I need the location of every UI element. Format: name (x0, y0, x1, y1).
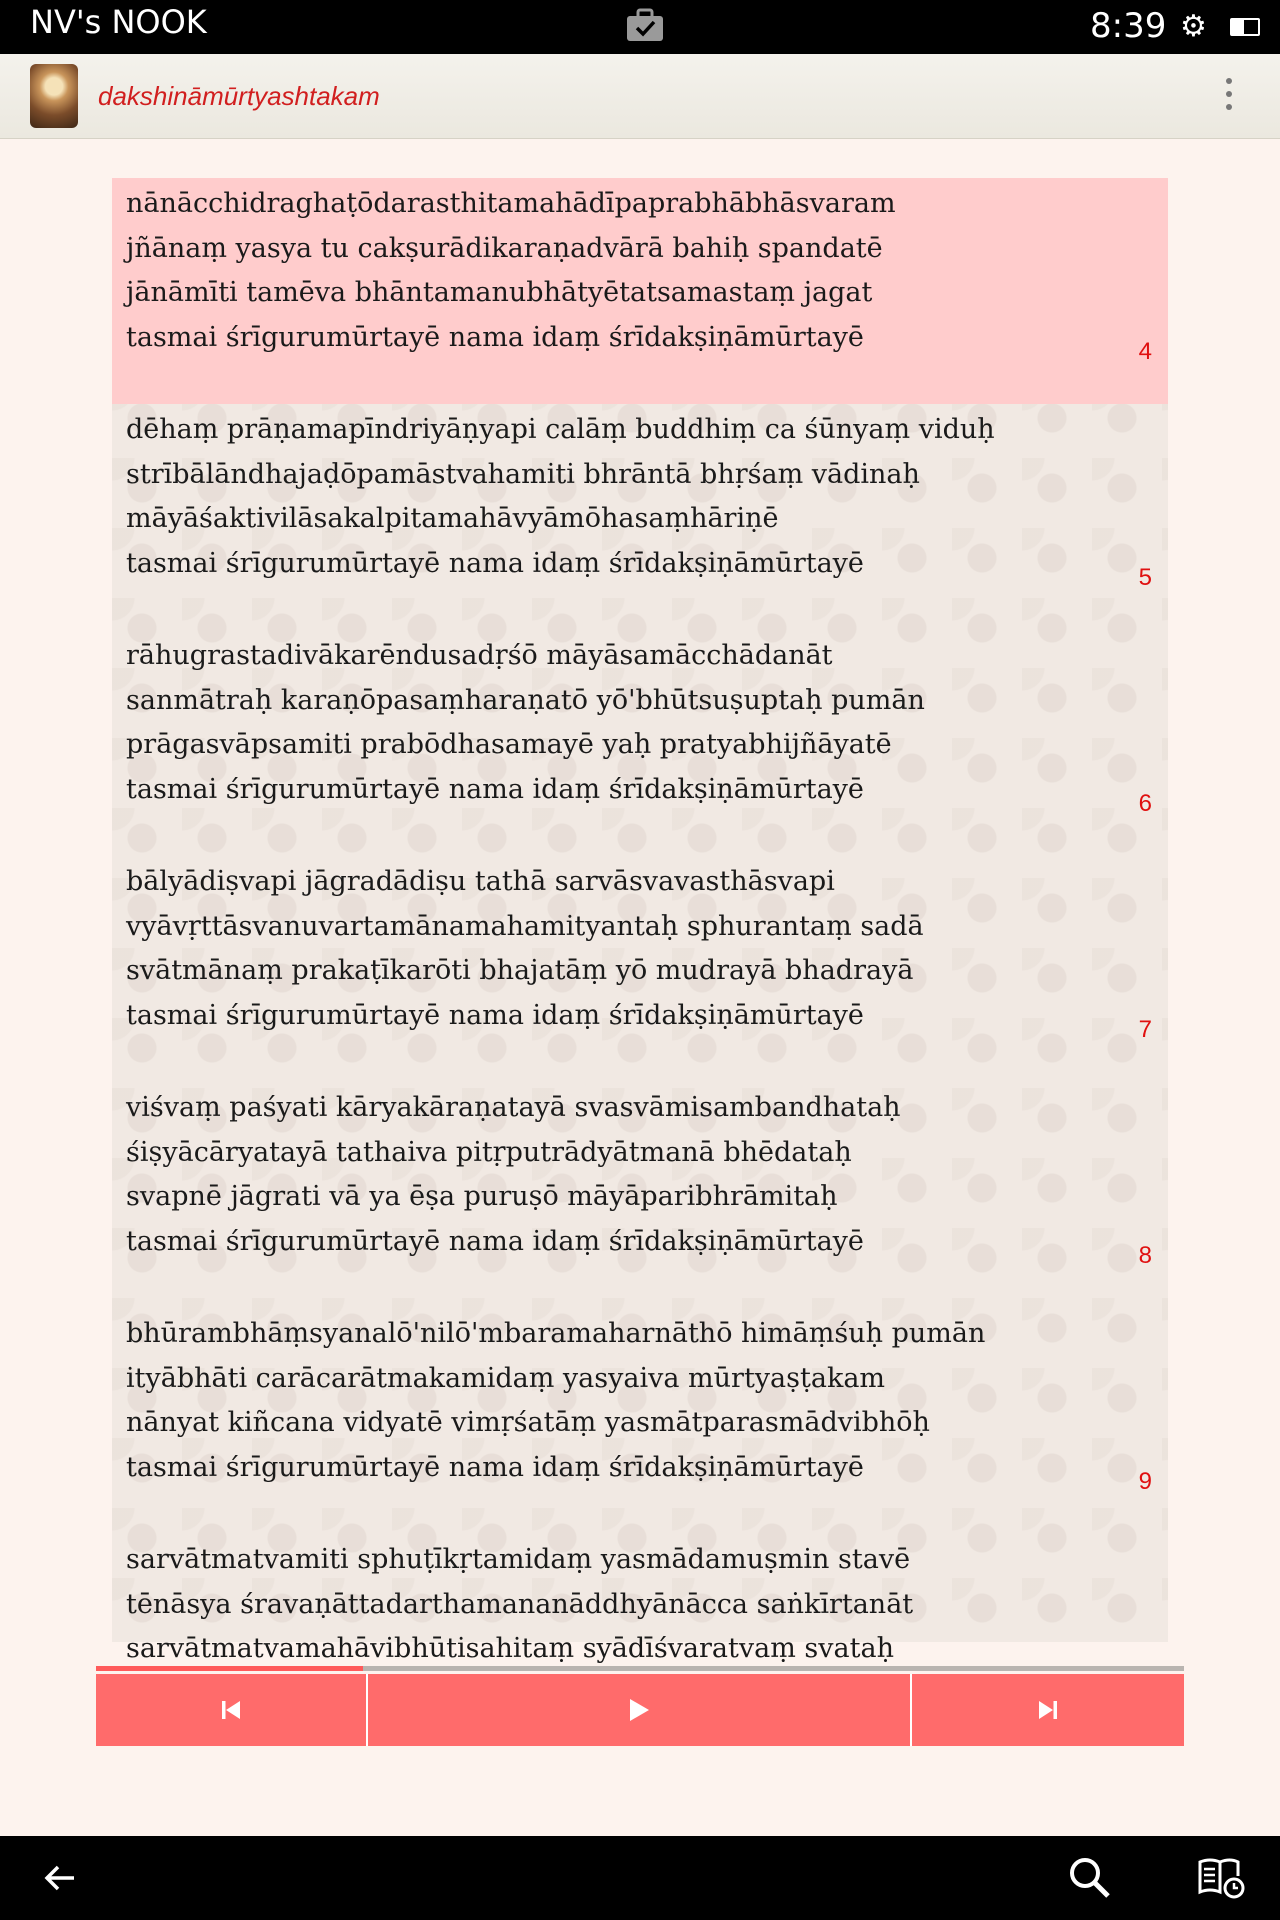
clock: 8:39 (1090, 6, 1167, 46)
battery-icon (1230, 18, 1260, 36)
verse-line: tasmai śrīgurumūrtayē nama idaṃ śrīdakṣiṇāmūrtayē (126, 1451, 864, 1483)
verse-block[interactable] (112, 178, 1168, 404)
verse-line: sanmātraḥ karaṇōpasaṃharaṇatō yō'bhūtsuṣuptaḥ pumān (126, 684, 925, 716)
verse-line: tasmai śrīgurumūrtayē nama idaṃ śrīdakṣiṇāmūrtayē (126, 321, 864, 353)
nav-bar (0, 1836, 1280, 1920)
verse-number: 4 (1138, 338, 1152, 365)
verse-line: prāgasvāpsamiti prabōdhasamayē yaḥ pratyabhijñāyatē (126, 729, 892, 760)
skip-previous-icon (220, 1699, 242, 1721)
verse-list[interactable] (112, 178, 1168, 1664)
overflow-menu-icon[interactable] (1222, 78, 1236, 118)
verse-line: tēnāsya śravaṇāttadarthamananāddhyānācca saṅkīrtanāt (126, 1588, 914, 1620)
verse-line: nānācchidraghaṭōdarasthitamahādīpaprabhābhāsvaram (126, 188, 896, 219)
verse-line: dēhaṃ prāṇamapīndriyāṇyapi calāṃ buddhiṃ ca śūnyaṃ viduḥ (126, 414, 995, 445)
playback-progress-fill (96, 1666, 363, 1671)
play-button[interactable] (368, 1674, 910, 1746)
verse-line: sarvātmatvamahāvibhūtisahitaṃ syādīśvaratvaṃ svataḥ (126, 1633, 894, 1664)
verse-line: tasmai śrīgurumūrtayē nama idaṃ śrīdakṣiṇāmūrtayē (126, 1225, 864, 1257)
verse-number: 5 (1138, 564, 1152, 591)
verse-block[interactable] (112, 630, 1168, 856)
verse-line: jānāmīti tamēva bhāntamanubhātyētatsamastaṃ jagat (126, 277, 873, 308)
verse-line: nānyat kiñcana vidyatē vimṛśatāṃ yasmātparasmādvibhōḥ (126, 1407, 930, 1438)
library-icon[interactable] (1196, 1856, 1246, 1900)
device-name: NV's NOOK (30, 3, 207, 41)
verse-line: rāhugrastadivākarēndusadṛśō māyāsamācchādanāt (126, 640, 833, 671)
next-button[interactable] (912, 1674, 1184, 1746)
verse-line: jñānaṃ yasya tu cakṣurādikaraṇadvārā bahiḥ spandatē (126, 232, 883, 264)
page-title: dakshināmūrtyashtakam (98, 81, 380, 111)
verse-line: māyāśaktivilāsakalpitamahāvyāmōhasaṃhāriṇē (126, 503, 779, 534)
back-arrow-icon[interactable] (40, 1858, 80, 1898)
verse-line: vyāvṛttāsvanuvartamānamahamityantaḥ sphurantaṃ sadā (126, 910, 924, 942)
gear-icon[interactable]: ⚙ (1180, 10, 1207, 43)
briefcase-check-icon (626, 8, 664, 42)
verse-block[interactable] (112, 1082, 1168, 1308)
verse-line: śiṣyācāryatayā tathaiva pitṛputrādyātmanā bhēdataḥ (126, 1136, 852, 1168)
verse-number: 6 (1138, 790, 1152, 817)
previous-button[interactable] (96, 1674, 366, 1746)
verse-line: tasmai śrīgurumūrtayē nama idaṃ śrīdakṣiṇāmūrtayē (126, 773, 864, 805)
verse-line: viśvaṃ paśyati kāryakāraṇatayā svasvāmisambandhataḥ (126, 1092, 901, 1123)
verse-line: tasmai śrīgurumūrtayē nama idaṃ śrīdakṣiṇāmūrtayē (126, 547, 864, 579)
verse-line: svapnē jāgrati vā ya ēṣa puruṣō māyāparibhrāmitaḥ (126, 1181, 838, 1212)
verse-number: 7 (1138, 1016, 1152, 1043)
verse-number: 9 (1138, 1468, 1152, 1495)
verse-line: tasmai śrīgurumūrtayē nama idaṃ śrīdakṣiṇāmūrtayē (126, 999, 864, 1031)
app-bar (0, 54, 1280, 139)
verse-line: strībālāndhajaḍōpamāstvahamiti bhrāntā bhṛśaṃ vādinaḥ (126, 458, 920, 490)
play-icon (627, 1698, 651, 1722)
verse-line: bālyādiṣvapi jāgradādiṣu tathā sarvāsvavasthāsvapi (126, 866, 835, 897)
verse-number: 8 (1138, 1242, 1152, 1269)
skip-next-icon (1037, 1699, 1059, 1721)
verse-line: ityābhāti carācarātmakamidaṃ yasyaiva mūrtyaṣṭakam (126, 1362, 886, 1394)
verse-block[interactable] (112, 856, 1168, 1082)
search-icon[interactable] (1066, 1854, 1112, 1900)
player-controls (96, 1674, 1184, 1746)
verse-block[interactable] (112, 1308, 1168, 1534)
status-bar (0, 0, 1280, 54)
playback-progress-bar[interactable] (96, 1666, 1184, 1671)
verse-block[interactable] (112, 404, 1168, 630)
app-icon[interactable] (30, 64, 78, 128)
verse-line: svātmānaṃ prakaṭīkarōti bhajatāṃ yō mudrayā bhadrayā (126, 955, 914, 986)
verse-line: sarvātmatvamiti sphuṭīkṛtamidaṃ yasmādamuṣmin stavē (126, 1544, 911, 1575)
verse-line: bhūrambhāṃsyanalō'nilō'mbaramaharnāthō himāṃśuḥ pumān (126, 1318, 986, 1349)
